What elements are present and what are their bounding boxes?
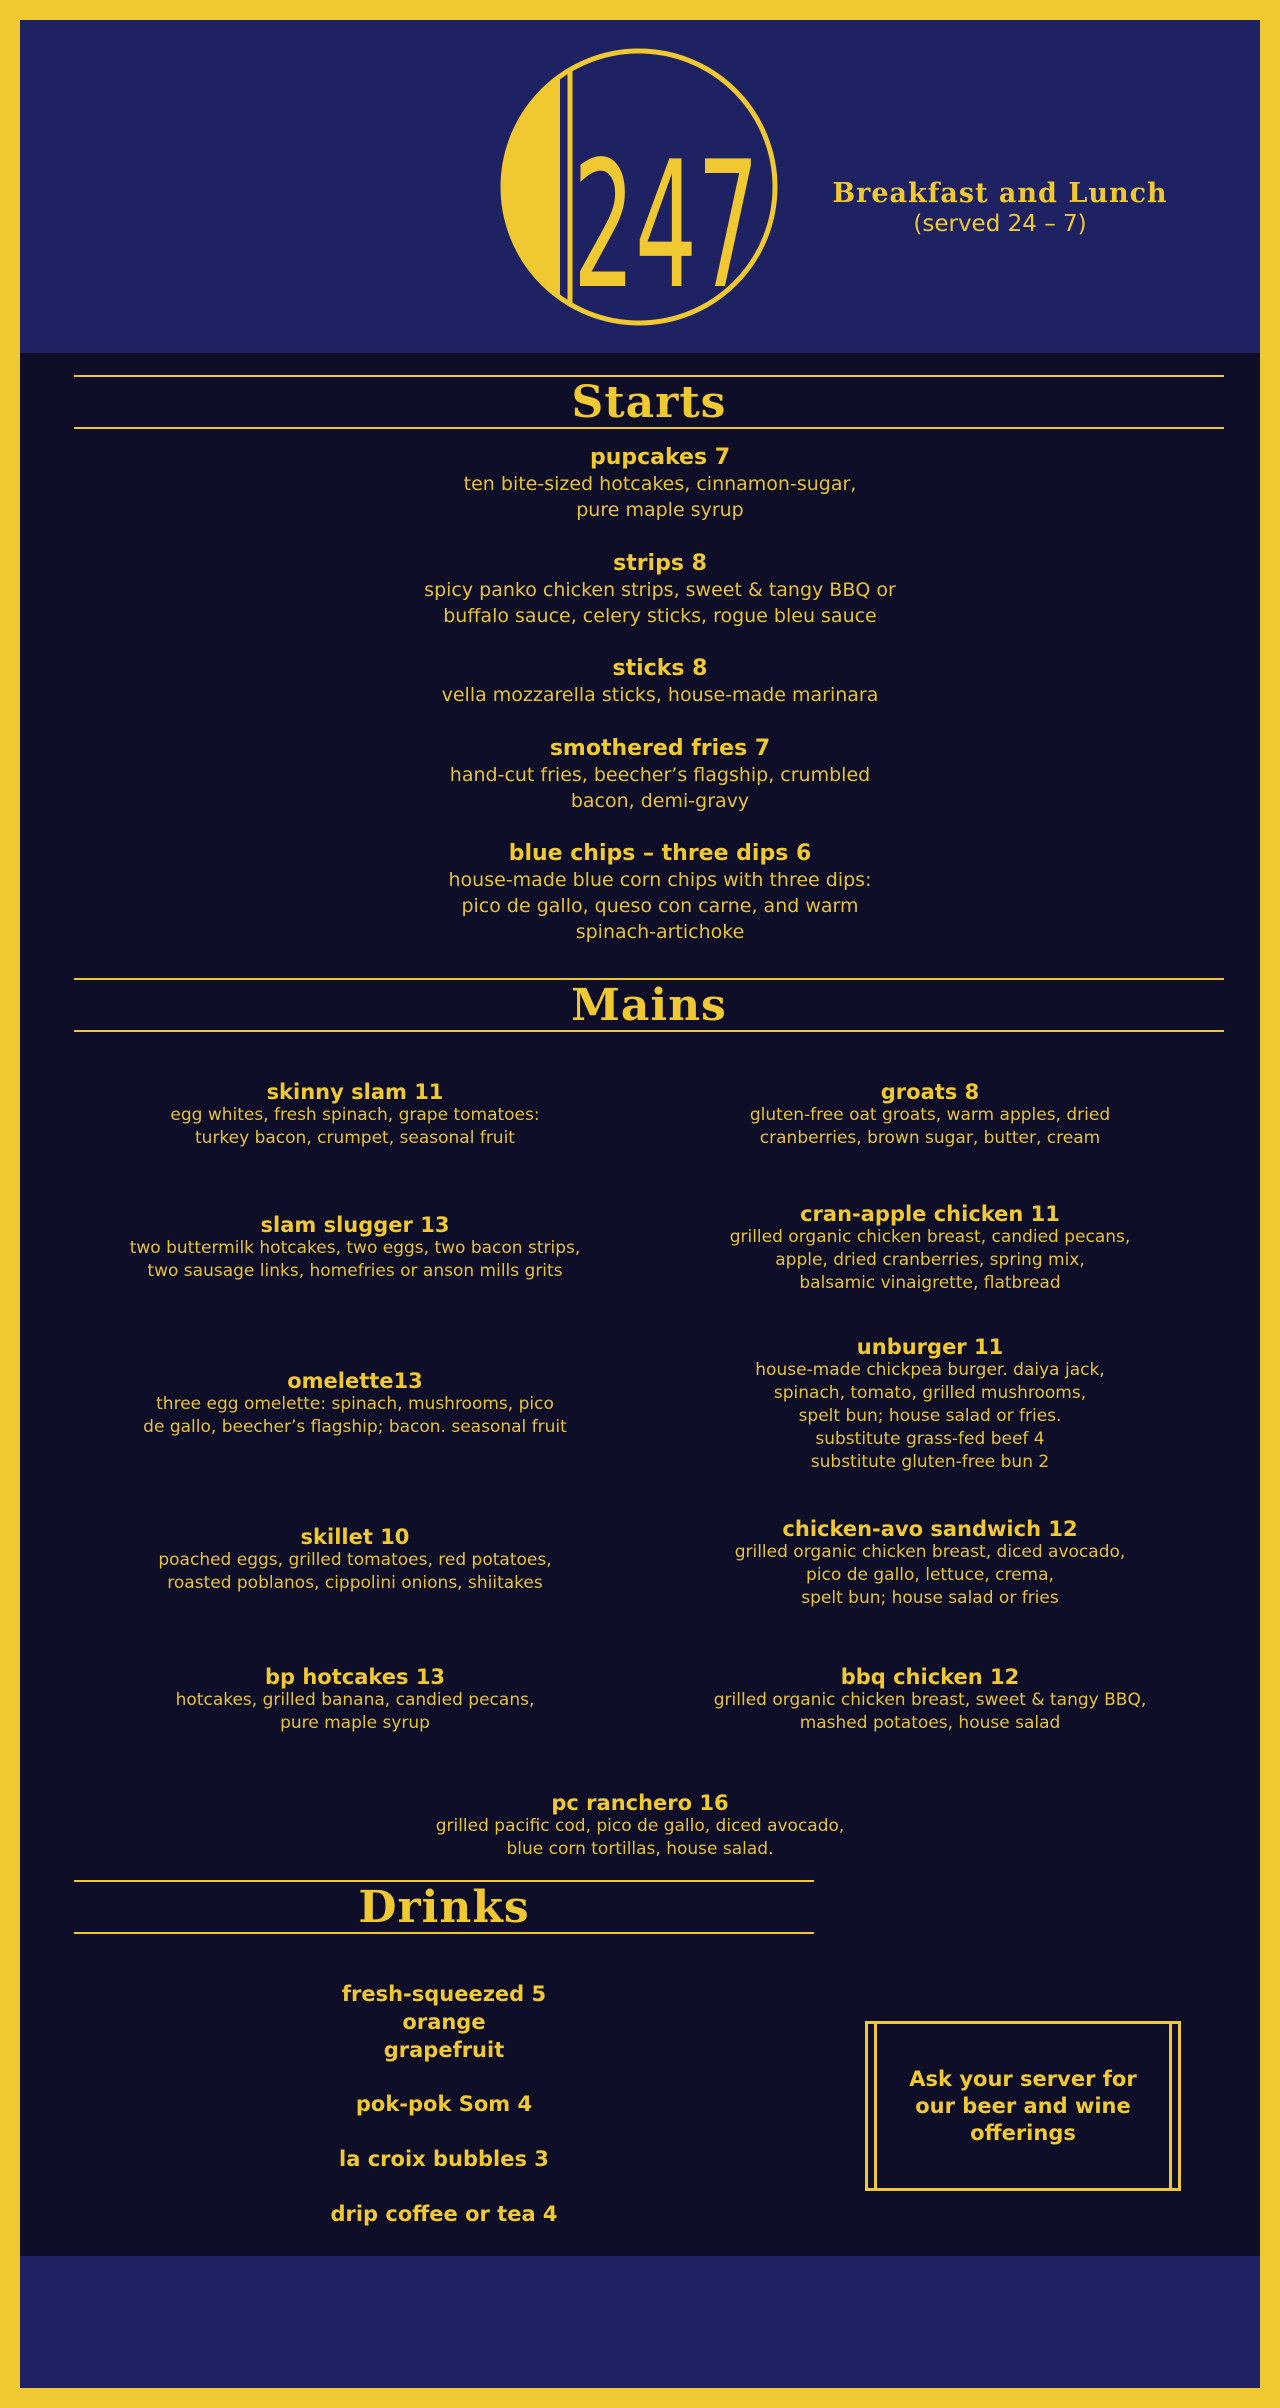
item-desc: grilled organic chicken breast, candied pecans,	[729, 1227, 1131, 1247]
item-desc: spinach, tomato, grilled mushrooms,	[773, 1383, 1087, 1403]
starts-item-smothered-fries	[290, 736, 1030, 814]
item-desc: spelt bun; house salad or fries	[801, 1588, 1059, 1608]
header-title: Breakfast and Lunch	[832, 178, 1168, 209]
starts-item-strips	[290, 551, 1030, 629]
item-desc: hotcakes, grilled banana, candied pecans,	[175, 1690, 535, 1710]
item-desc: three egg omelette: spinach, mushrooms, pico	[156, 1394, 554, 1414]
beer-wine-notice	[865, 2021, 1181, 2191]
item-name: chicken-avo sandwich 12	[782, 1517, 1078, 1541]
drink-name: fresh-squeezed 5	[341, 1982, 547, 2006]
item-desc: substitute grass-fed beef 4	[815, 1429, 1045, 1449]
mains-item-skillet	[60, 1525, 650, 1595]
item-name: smothered fries 7	[549, 736, 771, 761]
item-name: pc ranchero 16	[551, 1791, 729, 1815]
mains-heading: Mains	[74, 978, 1224, 1032]
mains-item-skinny-slam	[60, 1080, 650, 1150]
item-name: cran-apple chicken 11	[800, 1202, 1060, 1226]
mains-item-bbq-chicken	[635, 1665, 1225, 1735]
item-desc: buffalo sauce, celery sticks, rogue bleu sauce	[443, 605, 877, 627]
mains-item-slam-slugger	[60, 1213, 650, 1283]
item-desc: balsamic vinaigrette, flatbread	[799, 1273, 1061, 1293]
mains-item-unburger	[635, 1335, 1225, 1474]
item-name: groats 8	[880, 1080, 980, 1104]
item-name: unburger 11	[856, 1335, 1004, 1359]
item-desc: grilled organic chicken breast, diced avocado,	[734, 1542, 1126, 1562]
item-desc: pico de gallo, lettuce, crema,	[806, 1565, 1054, 1585]
starts-item-sticks	[290, 656, 1030, 708]
item-desc: two sausage links, homefries or anson mills grits	[147, 1261, 563, 1281]
item-desc: house-made chickpea burger. daiya jack,	[755, 1360, 1105, 1380]
item-name: bp hotcakes 13	[264, 1665, 446, 1689]
item-desc: pure maple syrup	[280, 1713, 430, 1733]
mains-item-groats	[635, 1080, 1225, 1150]
menu-frame	[20, 20, 1260, 2388]
logo-text: 247	[572, 124, 760, 328]
item-desc: turkey bacon, crumpet, seasonal fruit	[195, 1128, 515, 1148]
item-desc: blue corn tortillas, house salad.	[506, 1839, 774, 1859]
item-desc: two buttermilk hotcakes, two eggs, two bacon strips,	[129, 1238, 581, 1258]
menu-header	[20, 20, 1260, 353]
drink-la-croix: la croix bubbles 3	[339, 2147, 549, 2171]
item-name: omelette13	[287, 1369, 423, 1393]
item-name: skinny slam 11	[266, 1080, 444, 1104]
item-desc: cranberries, brown sugar, butter, cream	[759, 1128, 1101, 1148]
starts-heading: Starts	[74, 375, 1224, 429]
mains-item-cran-apple-chicken	[635, 1202, 1225, 1295]
mains-item-bp-hotcakes	[60, 1665, 650, 1735]
notice-text: Ask your server for our beer and wine offerings	[874, 2024, 1172, 2188]
item-desc: house-made blue corn chips with three dips:	[448, 869, 872, 891]
logo-247	[498, 46, 780, 328]
item-desc: ten bite-sized hotcakes, cinnamon-sugar,	[463, 473, 857, 495]
item-name: bbq chicken 12	[840, 1665, 1020, 1689]
item-desc: pure maple syrup	[576, 499, 744, 521]
mains-item-pc-ranchero	[340, 1791, 940, 1861]
item-desc: pico de gallo, queso con carne, and warm	[461, 895, 859, 917]
drink-option: grapefruit	[383, 2038, 505, 2062]
logo-half-moon	[504, 77, 560, 297]
item-desc: poached eggs, grilled tomatoes, red potatoes,	[158, 1550, 552, 1570]
item-desc: grilled pacific cod, pico de gallo, diced avocado,	[435, 1816, 845, 1836]
item-desc: spinach-artichoke	[575, 921, 745, 943]
item-desc: egg whites, fresh spinach, grape tomatoes:	[170, 1105, 540, 1125]
item-desc: gluten-free oat groats, warm apples, dried	[749, 1105, 1111, 1125]
mains-item-omelette	[60, 1369, 650, 1439]
drink-pok-pok: pok-pok Som 4	[355, 2092, 533, 2116]
item-name: skillet 10	[300, 1525, 410, 1549]
item-desc: vella mozzarella sticks, house-made marinara	[441, 684, 879, 706]
item-name: slam slugger 13	[260, 1213, 450, 1237]
drink-coffee-tea: drip coffee or tea 4	[330, 2202, 558, 2226]
item-desc: de gallo, beecher’s flagship; bacon. seasonal fruit	[143, 1417, 567, 1437]
item-desc: apple, dried cranberries, spring mix,	[775, 1250, 1085, 1270]
header-subtitle: (served 24 – 7)	[913, 211, 1087, 237]
item-name: strips 8	[613, 551, 707, 576]
menu-footer	[20, 2256, 1260, 2388]
starts-item-pupcakes	[290, 445, 1030, 523]
item-name: pupcakes 7	[589, 445, 731, 470]
item-desc: roasted poblanos, cippolini onions, shiitakes	[167, 1573, 543, 1593]
mains-item-chicken-avo-sandwich	[635, 1517, 1225, 1610]
item-desc: bacon, demi-gravy	[570, 790, 750, 812]
drink-option: orange	[402, 2010, 486, 2034]
item-desc: mashed potatoes, house salad	[799, 1713, 1061, 1733]
item-desc: hand-cut fries, beecher’s flagship, crumbled	[449, 764, 871, 786]
tagline	[820, 178, 1180, 237]
item-desc: grilled organic chicken breast, sweet & tangy BBQ,	[713, 1690, 1147, 1710]
drink-fresh-squeezed	[74, 1980, 814, 2064]
item-desc: spicy panko chicken strips, sweet & tangy BBQ or	[424, 579, 896, 601]
item-name: blue chips – three dips 6	[508, 841, 812, 866]
item-name: sticks 8	[612, 656, 708, 681]
item-desc: spelt bun; house salad or fries.	[798, 1406, 1062, 1426]
starts-item-blue-chips	[290, 841, 1030, 945]
item-desc: substitute gluten-free bun 2	[810, 1452, 1050, 1472]
drinks-heading: Drinks	[74, 1880, 814, 1934]
